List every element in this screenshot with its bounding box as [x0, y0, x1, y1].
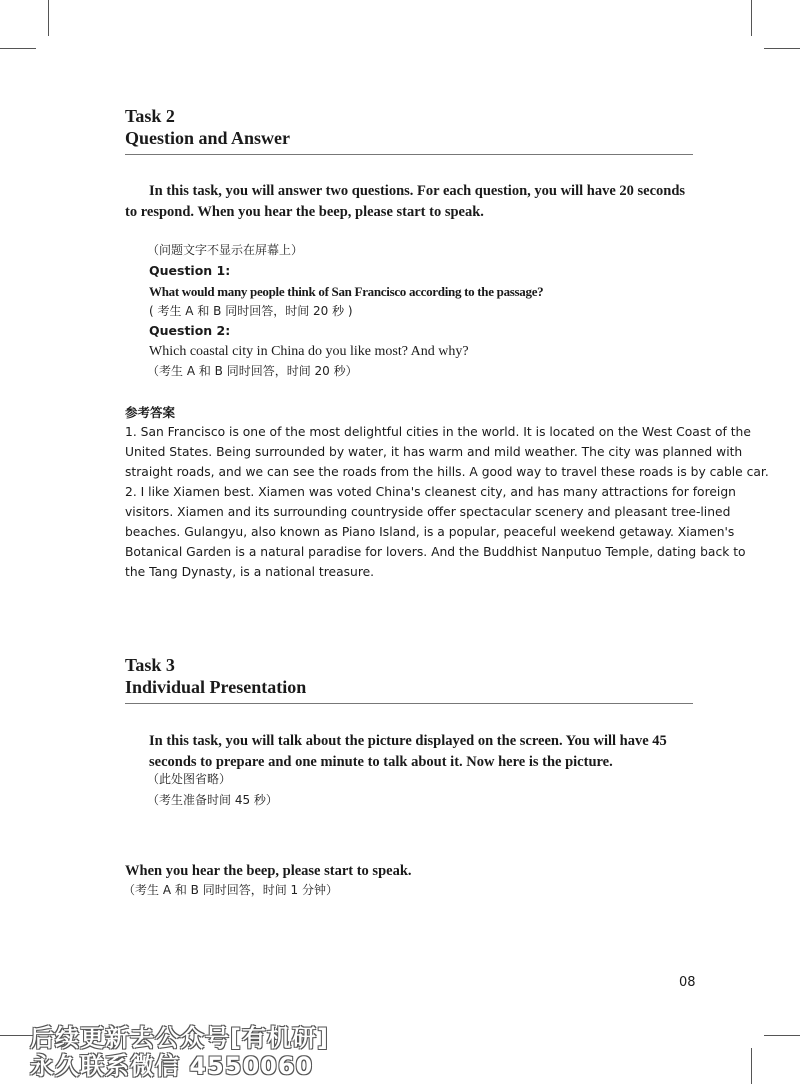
- task3-title-number: Task 3: [125, 655, 175, 675]
- answer-line: 1. San Francisco is one of the most delightful cities in the world. It is located on the West Coast of the: [125, 425, 751, 439]
- answer-line: visitors. Xiamen and its surrounding countryside offer spectacular scenery and pleasant tree-lined: [125, 505, 731, 519]
- task3-intro-line1: In this task, you will talk about the picture displayed on the screen. You will have 45: [149, 733, 667, 749]
- page-number: 08: [679, 975, 696, 990]
- answer-line: beaches. Gulangyu, also known as Piano Island, is a popular, peaceful weekend getaway. Xiamen's: [125, 525, 735, 539]
- question1-time-note: ( 考生 A 和 B 同时回答，时间 20 秒 ): [149, 304, 353, 318]
- crop-mark: [764, 48, 800, 49]
- task3-title-name: Individual Presentation: [125, 677, 307, 697]
- answer-time-note: （考生 A 和 B 同时回答，时间 1 分钟）: [123, 883, 338, 897]
- task2-title: [125, 105, 290, 149]
- task3-title: [125, 654, 306, 698]
- question2-text: Which coastal city in China do you like most? And why?: [149, 344, 469, 359]
- task3-divider: [125, 703, 693, 704]
- question1-text: What would many people think of San Francisco according to the passage?: [149, 284, 544, 299]
- picture-omitted-note: （此处图省略）: [147, 772, 232, 786]
- answer-line: 2. I like Xiamen best. Xiamen was voted China's cleanest city, and has many attractions for foreign: [125, 485, 736, 499]
- task2-title-number: Task 2: [125, 106, 175, 126]
- task2-divider: [125, 154, 693, 155]
- answer-line: straight roads, and we can see the roads from the hills. A good way to travel these roads is by cable car.: [125, 465, 769, 479]
- crop-mark: [0, 48, 36, 49]
- crop-mark: [764, 1035, 800, 1036]
- task3-intro-line2: seconds to prepare and one minute to talk about it. Now here is the picture.: [149, 754, 613, 770]
- crop-mark: [48, 0, 49, 36]
- task2-intro-line1: In this task, you will answer two questions. For each question, you will have 20 seconds: [149, 183, 686, 199]
- task2-title-name: Question and Answer: [125, 128, 291, 148]
- answer-line: United States. Being surrounded by water, it has warm and mild weather. The city was planned with: [125, 445, 743, 459]
- question1-label: Question 1:: [149, 263, 231, 278]
- answers-heading: 参考答案: [125, 405, 176, 420]
- task2-intro-line2: to respond. When you hear the beep, please start to speak.: [125, 204, 484, 220]
- question2-label: Question 2:: [149, 323, 231, 338]
- answers-body: [125, 422, 769, 582]
- task2-instructions: [125, 181, 695, 223]
- answer-line: the Tang Dynasty, is a national treasure.: [125, 565, 375, 579]
- watermark-line1: 后续更新去公众号[有机研]: [30, 1024, 329, 1052]
- answer-line: Botanical Garden is a natural paradise for lovers. And the Buddhist Nanputuo Temple, dating back to: [125, 545, 746, 559]
- beep-instruction: When you hear the beep, please start to speak.: [125, 863, 412, 879]
- task3-instructions: [149, 731, 695, 773]
- crop-mark: [751, 0, 752, 36]
- question2-time-note: （考生 A 和 B 同时回答，时间 20 秒）: [147, 364, 358, 378]
- hidden-question-note: （问题文字不显示在屏幕上）: [147, 243, 304, 257]
- watermark-line2: 永久联系微信 4550060: [30, 1052, 314, 1080]
- crop-mark: [751, 1048, 752, 1084]
- prepare-time-note: （考生准备时间 45 秒）: [147, 793, 278, 807]
